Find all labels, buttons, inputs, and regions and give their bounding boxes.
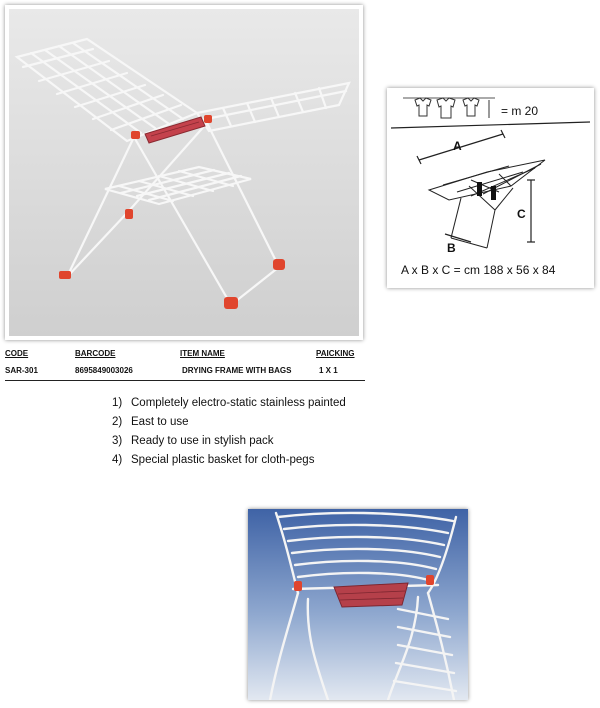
capacity-label: = m 20 xyxy=(501,104,539,118)
basket-closeup-illustration xyxy=(248,509,468,700)
list-item: 1) Completely electro-static stainless painted xyxy=(112,397,346,409)
barcode-cell: 8695849003026 xyxy=(75,366,133,375)
dimension-drawing xyxy=(391,92,590,284)
item-name-cell: DRYING FRAME WITH BAGS xyxy=(182,366,292,375)
code-header: CODE xyxy=(5,349,29,358)
table-divider xyxy=(5,380,365,381)
list-item: 2) East to use xyxy=(112,416,189,428)
table-header-row xyxy=(5,346,365,363)
barcode-header: BARCODE xyxy=(75,349,116,358)
table-row xyxy=(5,363,365,380)
product-photo xyxy=(5,5,363,340)
code-cell: SAR-301 xyxy=(5,366,38,375)
basket-closeup-photo xyxy=(248,509,468,700)
dimension-a-label: A xyxy=(453,139,462,153)
dimension-b-label: B xyxy=(447,241,456,255)
packing-cell: 1 X 1 xyxy=(319,366,338,375)
packing-header: PAICKING xyxy=(316,349,355,358)
feature-list xyxy=(112,394,346,470)
list-item: 4) Special plastic basket for cloth-pegs xyxy=(112,454,315,466)
item-name-header: ITEM NAME xyxy=(180,349,225,358)
list-item: 3) Ready to use in stylish pack xyxy=(112,435,274,447)
dimensions-label: A x B x C = cm 188 x 56 x 84 xyxy=(401,263,556,277)
dimension-c-label: C xyxy=(517,207,526,221)
dimension-diagram xyxy=(387,88,594,288)
product-table xyxy=(5,346,365,380)
peg-basket-icon xyxy=(334,583,408,607)
drying-rack-illustration xyxy=(9,9,359,336)
